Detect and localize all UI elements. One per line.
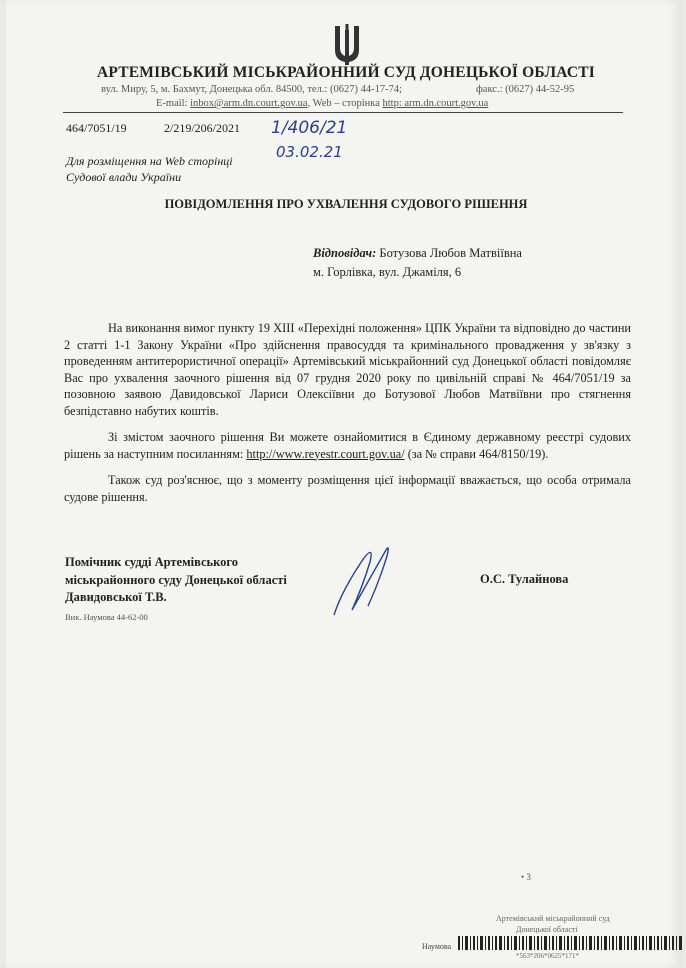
paragraph-2-case: (за № справи 464/8150/19). xyxy=(407,446,549,461)
paragraph-2 xyxy=(64,429,631,462)
registry-stamp-region: Донецької області xyxy=(516,925,578,934)
executor-note: Вик. Наумова 44-62-00 xyxy=(65,612,148,622)
email-link[interactable]: inbox@arm.dn.court.gov.ua xyxy=(190,98,308,109)
court-address: вул. Миру, 5, м. Бахмут, Донецька обл. 84500, тел.: (0627) 44-17-74; xyxy=(101,84,403,95)
notice-body xyxy=(64,320,631,515)
paragraph-2-text: Зі змістом заочного рішення Ви можете ознайомитися в Єдиному державному реєстрі судових рішень за наступним посиланням: xyxy=(64,430,631,461)
court-fax: факс.: (0627) 44-52-95 xyxy=(476,84,575,95)
signatory-line-1: Помічник судді Артемівського xyxy=(65,555,239,569)
registry-link[interactable]: http://www.reyestr.court.gov.ua/ xyxy=(246,446,405,461)
paragraph-1: На виконання вимог пункту 19 XIII «Перехідні положення» ЦПК України та відповідно до частини 2 статті 1-1 Закону України «Про здійснення правосуддя та кримінального провадження у зв'язку з проведенням антитерористичної операції» Артемівський міськрайонний суд Донецької області повідомляє Вас про ухвалення заочного рішення від 07 грудня 2020 року по цивільній справі № 464/7051/19 за позовною заявою Давидовської Лариси Олексіївни до Ботузової Любов Матвіївни про стягнення безпідставно набутих коштів. xyxy=(64,321,631,418)
respondent-label: Відповідач: xyxy=(313,246,377,260)
recipient-line-2: Судової влади України xyxy=(66,170,182,184)
recipient xyxy=(66,153,233,185)
signatory-line-3: Давидовської Т.В. xyxy=(65,590,167,604)
outgoing-number: 2/219/206/2021 xyxy=(164,121,241,135)
barcode-label: Наумова xyxy=(422,942,452,951)
respondent-address: м. Горлівка, вул. Джаміля, 6 xyxy=(313,265,462,279)
handwritten-signature-icon xyxy=(324,540,414,620)
header-divider xyxy=(63,112,623,113)
handwritten-reg-number: 1/406/21 xyxy=(271,118,348,138)
trident-emblem-icon xyxy=(331,22,363,66)
respondent-name: Ботузова Любов Матвіївна xyxy=(379,246,522,260)
signatory-line-2: міськрайонного суду Донецької області xyxy=(65,572,287,587)
case-number: 464/7051/19 xyxy=(66,121,127,135)
barcode-icon xyxy=(458,936,683,950)
registry-stamp-court: Артемівський міськрайонний суд xyxy=(496,914,610,923)
respondent-block xyxy=(313,244,522,282)
handwritten-date: 03.02.21 xyxy=(276,143,343,161)
paragraph-3: Також суд роз'яснює, що з моменту розміщення цієї інформації вважається, що особа отримала судове рішення. xyxy=(64,473,631,504)
document-title: ПОВІДОМЛЕННЯ ПРО УХВАЛЕННЯ СУДОВОГО РІШЕННЯ xyxy=(164,197,528,211)
barcode-number: *563*206*0625*171* xyxy=(516,952,579,960)
recipient-line-1: Для розміщення на Web сторінці xyxy=(66,154,233,168)
court-name: АРТЕМІВСЬКИЙ МІСЬКРАЙОННИЙ СУД ДОНЕЦЬКОЇ ОБЛАСТІ xyxy=(96,64,596,81)
web-label: , Web – сторінка xyxy=(307,98,380,109)
web-link[interactable]: http: arm.dn.court.gov.ua xyxy=(382,98,489,109)
signer-name: О.С. Тулайнова xyxy=(480,572,569,586)
signatory-block xyxy=(65,554,287,607)
email-label: E-mail: xyxy=(156,98,188,109)
page-mark: • 3 xyxy=(521,872,531,882)
document-page xyxy=(6,0,682,968)
court-contacts xyxy=(156,98,488,109)
